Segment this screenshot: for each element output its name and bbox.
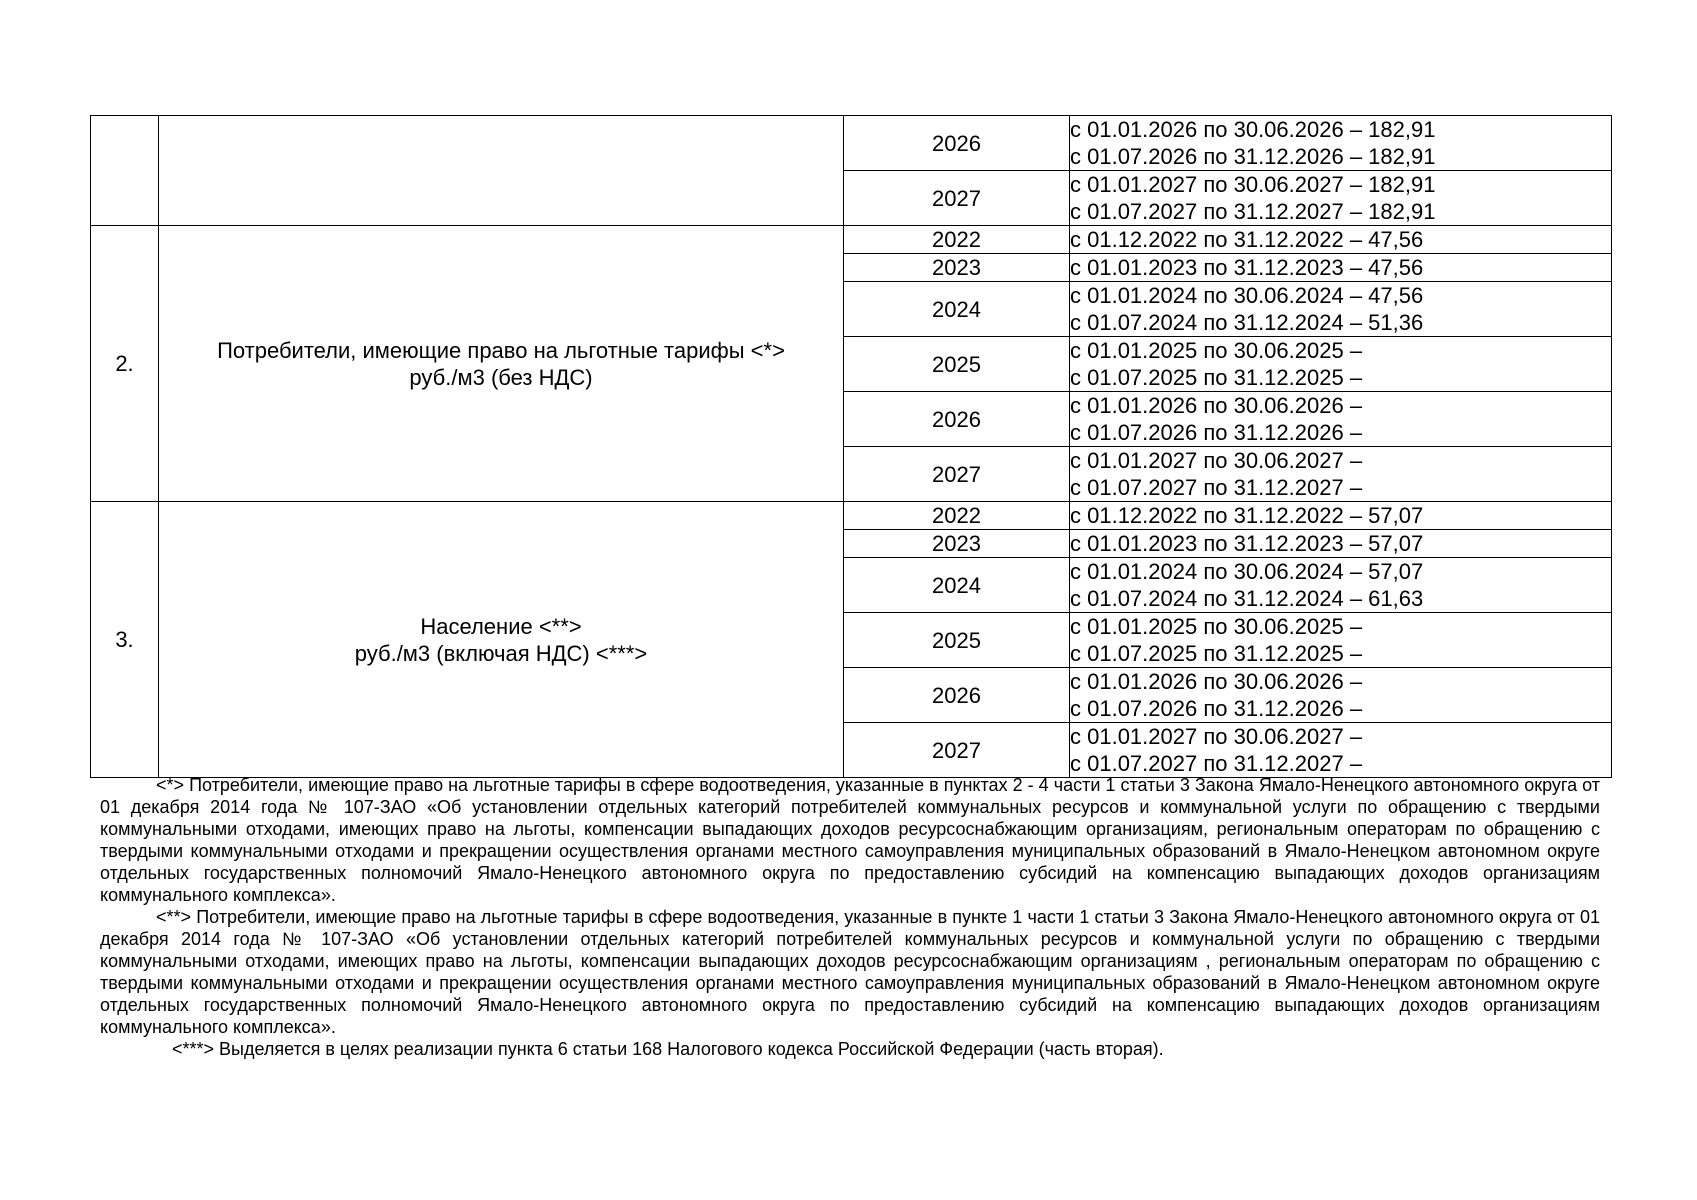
item-number: 2. — [91, 226, 159, 502]
year-cell: 2024 — [844, 282, 1070, 337]
year-cell: 2027 — [844, 171, 1070, 226]
tariff-period-cell — [1070, 613, 1612, 668]
tariff-period: с 01.07.2025 по 31.12.2025 – — [1070, 365, 1363, 390]
tariff-period: с 01.01.2027 по 30.06.2027 – 182,91 — [1070, 172, 1436, 197]
tariff-period: с 01.07.2027 по 31.12.2027 – — [1070, 475, 1363, 500]
table-row — [91, 116, 1612, 171]
tariff-period-cell — [1070, 723, 1612, 778]
consumer-category — [159, 226, 844, 502]
tariff-period-cell — [1070, 668, 1612, 723]
tariff-period-cell — [1070, 254, 1612, 282]
tariff-period-cell — [1070, 116, 1612, 171]
tariff-period: с 01.01.2025 по 30.06.2025 – — [1070, 338, 1363, 363]
tariff-period: с 01.12.2022 по 31.12.2022 – 57,07 — [1070, 503, 1424, 528]
tariff-period: с 01.01.2023 по 31.12.2023 – 47,56 — [1070, 255, 1424, 280]
tariff-period: с 01.07.2027 по 31.12.2027 – — [1070, 751, 1363, 776]
tariff-period: с 01.07.2024 по 31.12.2024 – 61,63 — [1070, 586, 1424, 611]
tariff-period: с 01.01.2027 по 30.06.2027 – — [1070, 448, 1363, 473]
tariff-period: с 01.12.2022 по 31.12.2022 – 47,56 — [1070, 227, 1424, 252]
tariff-table-body — [91, 116, 1612, 778]
table-row — [91, 502, 1612, 530]
tariff-period-cell — [1070, 392, 1612, 447]
year-cell: 2022 — [844, 502, 1070, 530]
tariff-period-cell — [1070, 558, 1612, 613]
tariff-period: с 01.07.2025 по 31.12.2025 – — [1070, 641, 1363, 666]
tariff-period: с 01.01.2024 по 30.06.2024 – 47,56 — [1070, 283, 1424, 308]
year-cell: 2023 — [844, 530, 1070, 558]
footnote-benefit-consumers: <*> Потребители, имеющие право на льготные тарифы в сфере водоотведения, указанные в пунктах 2 - 4 части 1 статьи 3 Закона Ямало-Ненецкого автономного округа от 01 декабря 2014 года № 107-ЗАО «Об установлении отдельных категорий потребителей коммунальных ресурсов и коммунальной услуги по обращению с твердыми коммунальными отходами, имеющих право на льготы, компенсации выпадающих доходов ресурсоснабжающим организациям, региональным операторам по обращению с твердыми коммунальными отходами и прекращении осуществления органами местного самоуправления муниципальных образований в Ямало-Ненецком автономном округе отдельных государственных полномочий Ямало-Ненецкого автономного округа по предоставлению субсидий на компенсацию выпадающих доходов организациям коммунального комплекса». — [100, 775, 1600, 905]
tariff-period: с 01.07.2027 по 31.12.2027 – 182,91 — [1070, 199, 1436, 224]
year-cell: 2025 — [844, 337, 1070, 392]
consumer-category — [159, 116, 844, 226]
tariff-period: с 01.01.2026 по 30.06.2026 – 182,91 — [1070, 117, 1436, 142]
tariff-period-cell — [1070, 171, 1612, 226]
tariff-period: с 01.07.2026 по 31.12.2026 – — [1070, 420, 1363, 445]
tariff-period: с 01.01.2025 по 30.06.2025 – — [1070, 614, 1363, 639]
tariff-period-cell — [1070, 502, 1612, 530]
item-number: 3. — [91, 502, 159, 778]
tariff-period: с 01.07.2026 по 31.12.2026 – — [1070, 696, 1363, 721]
year-cell: 2026 — [844, 392, 1070, 447]
tariff-period-cell — [1070, 226, 1612, 254]
year-cell: 2026 — [844, 116, 1070, 171]
tariff-period: с 01.01.2026 по 30.06.2026 – — [1070, 393, 1363, 418]
tariff-period-cell — [1070, 530, 1612, 558]
category-line: Потребители, имеющие право на льготные тарифы <*> — [217, 337, 785, 363]
tariff-period: с 01.01.2027 по 30.06.2027 – — [1070, 724, 1363, 749]
year-cell: 2023 — [844, 254, 1070, 282]
item-number — [91, 116, 159, 226]
year-cell: 2025 — [844, 613, 1070, 668]
tariff-period-cell — [1070, 447, 1612, 502]
year-cell: 2026 — [844, 668, 1070, 723]
tariff-period-cell — [1070, 337, 1612, 392]
category-line: руб./м3 (без НДС) — [409, 364, 593, 390]
tariff-period: с 01.07.2024 по 31.12.2024 – 51,36 — [1070, 310, 1424, 335]
consumer-category — [159, 502, 844, 778]
footnote-vat: <***> Выделяется в целях реализации пункта 6 статьи 168 Налогового кодекса Российской Федерации (часть вторая). — [172, 1039, 1164, 1059]
tariff-period: с 01.01.2023 по 31.12.2023 – 57,07 — [1070, 531, 1424, 556]
tariff-period: с 01.01.2026 по 30.06.2026 – — [1070, 669, 1363, 694]
tariff-period: с 01.07.2026 по 31.12.2026 – 182,91 — [1070, 144, 1436, 169]
category-line: руб./м3 (включая НДС) <***> — [354, 640, 648, 666]
table-row — [91, 226, 1612, 254]
tariff-period: с 01.01.2024 по 30.06.2024 – 57,07 — [1070, 559, 1424, 584]
tariff-table — [90, 115, 1612, 778]
tariff-period-cell — [1070, 282, 1612, 337]
footnotes — [100, 774, 1600, 1060]
year-cell: 2024 — [844, 558, 1070, 613]
category-line: Население <**> — [420, 613, 582, 639]
footnote-population: <**> Потребители, имеющие право на льготные тарифы в сфере водоотведения, указанные в пункте 1 части 1 статьи 3 Закона Ямало-Ненецкого автономного округа от 01 декабря 2014 года № 107-ЗАО «Об установлении отдельных категорий потребителей коммунальных ресурсов и коммунальной услуги по обращению с твердыми коммунальными отходами, имеющих право на льготы, компенсации выпадающих доходов ресурсоснабжающим организациям , региональным операторам по обращению с твердыми коммунальными отходами и прекращении осуществления органами местного самоуправления муниципальных образований в Ямало-Ненецком автономном округе отдельных государственных полномочий Ямало-Ненецкого автономного округа по предоставлению субсидий на компенсацию выпадающих доходов организациям коммунального комплекса». — [100, 907, 1600, 1037]
year-cell: 2027 — [844, 723, 1070, 778]
year-cell: 2022 — [844, 226, 1070, 254]
year-cell: 2027 — [844, 447, 1070, 502]
